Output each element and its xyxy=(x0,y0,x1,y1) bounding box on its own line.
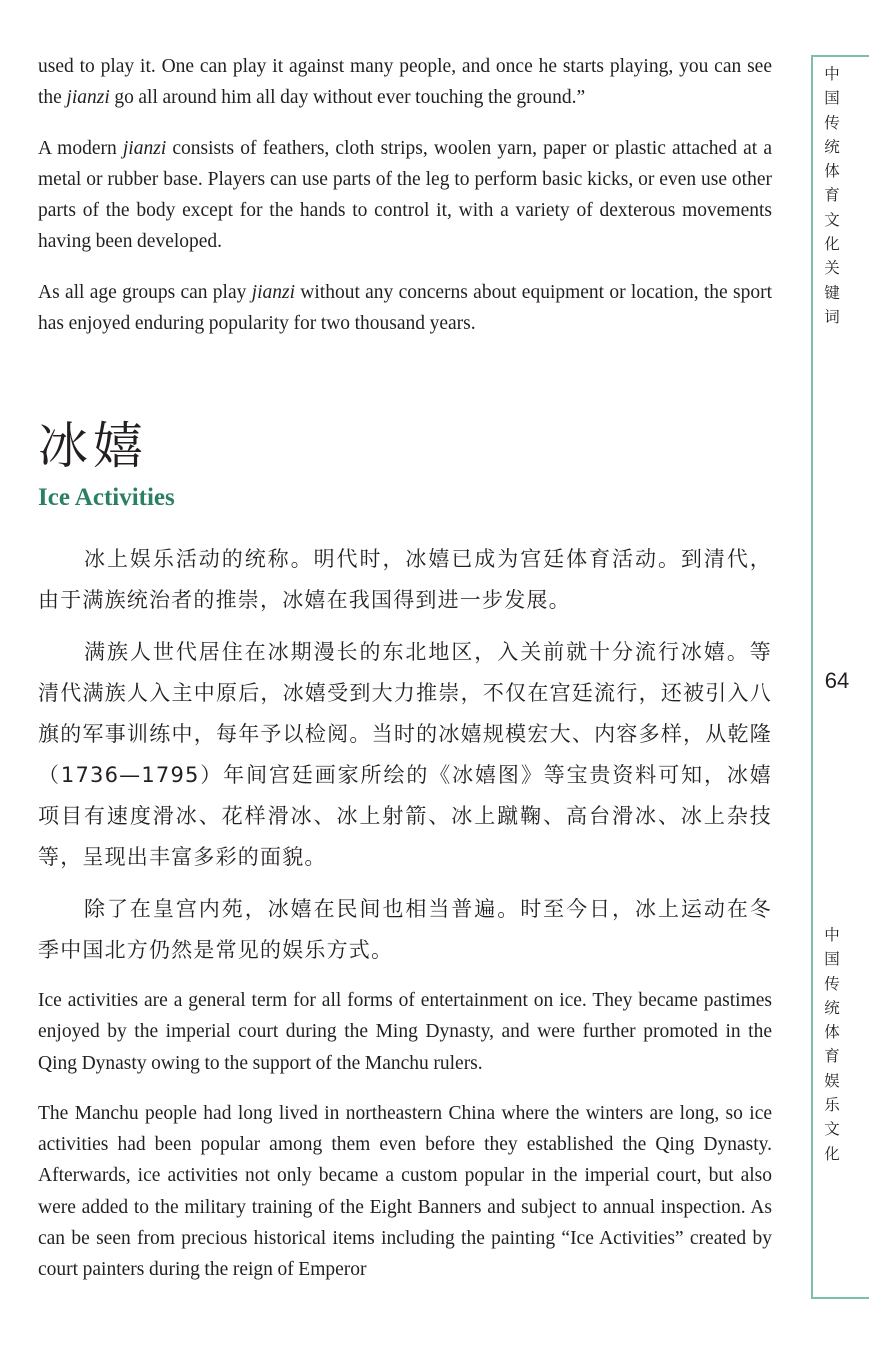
italic-term: jianzi xyxy=(251,281,295,303)
entry-title-english: Ice Activities xyxy=(38,484,175,511)
sidebar-rule xyxy=(811,56,813,1298)
chinese-body xyxy=(38,539,772,971)
italic-term: jianzi xyxy=(66,87,110,109)
paragraph: used to play it. One can play it against many people, and once he starts playing, you can see the jianzi go all around him all day without ever touching the ground.” xyxy=(38,56,772,109)
italic-term: jianzi xyxy=(122,137,167,159)
chinese-paragraph: 除了在皇宫内苑，冰嬉在民间也相当普遍。时至今日，冰上运动在冬季中国北方仍然是常见的娱乐方式。 xyxy=(38,897,772,962)
paragraph: As all age groups can play jianzi without any concerns about equipment or location, the sport has enjoyed enduring popularity for two thousand years. xyxy=(38,281,772,335)
sidebar-rule-bottom xyxy=(811,1297,869,1299)
running-header-chapter-title: 中国传统体育娱乐文化 xyxy=(824,926,840,1163)
english-body xyxy=(38,985,772,1286)
running-header-book-title: 中国传统体育文化关键词 xyxy=(824,65,840,326)
sidebar-rule-top xyxy=(811,55,869,57)
english-paragraph: The Manchu people had long lived in northeastern China where the winters are long, so ice activities had been popular among them even before they established the Qing Dynasty. Afterwards, ice activities not only became a custom popular in the imperial court, but also were added to the military training of the Eight Banners and subject to annual inspection. As can be seen from precious historical items including the painting “Ice Activities” created by court painters during the reign of Emperor xyxy=(38,1102,772,1281)
paragraph: A modern jianzi consists of feathers, cloth strips, woolen yarn, paper or plastic attached at a metal or rubber base. Players can use parts of the leg to perform basic kicks, or even use other parts of the body except for the hands to control it, with a variety of dexterous movements having been developed. xyxy=(38,137,772,253)
page-number: 64 xyxy=(824,668,850,693)
chinese-paragraph: 满族人世代居住在冰期漫长的东北地区，入关前就十分流行冰嬉。等清代满族人入主中原后，冰嬉受到大力推崇，不仅在宫廷流行，还被引入八旗的军事训练中，每年予以检阅。当时的冰嬉规模宏大、内容多样，从乾隆（1736—1795）年间宫廷画家所绘的《冰嬉图》等宝贵资料可知，冰嬉项目有速度滑冰、花样滑冰、冰上射箭、冰上蹴鞠、高台滑冰、冰上杂技等，呈现出丰富多彩的面貌。 xyxy=(38,640,772,869)
entry-title-chinese: 冰嬉 xyxy=(38,417,148,475)
english-paragraph: Ice activities are a general term for all forms of entertainment on ice. They became pastimes enjoyed by the imperial court during the Ming Dynasty, and were further promoted in the Qing Dynasty owing to the support of the Manchu rulers. xyxy=(38,990,772,1074)
continued-text xyxy=(38,51,772,339)
chinese-paragraph: 冰上娱乐活动的统称。明代时，冰嬉已成为宫廷体育活动。到清代，由于满族统治者的推崇，冰嬉在我国得到进一步发展。 xyxy=(38,547,772,612)
